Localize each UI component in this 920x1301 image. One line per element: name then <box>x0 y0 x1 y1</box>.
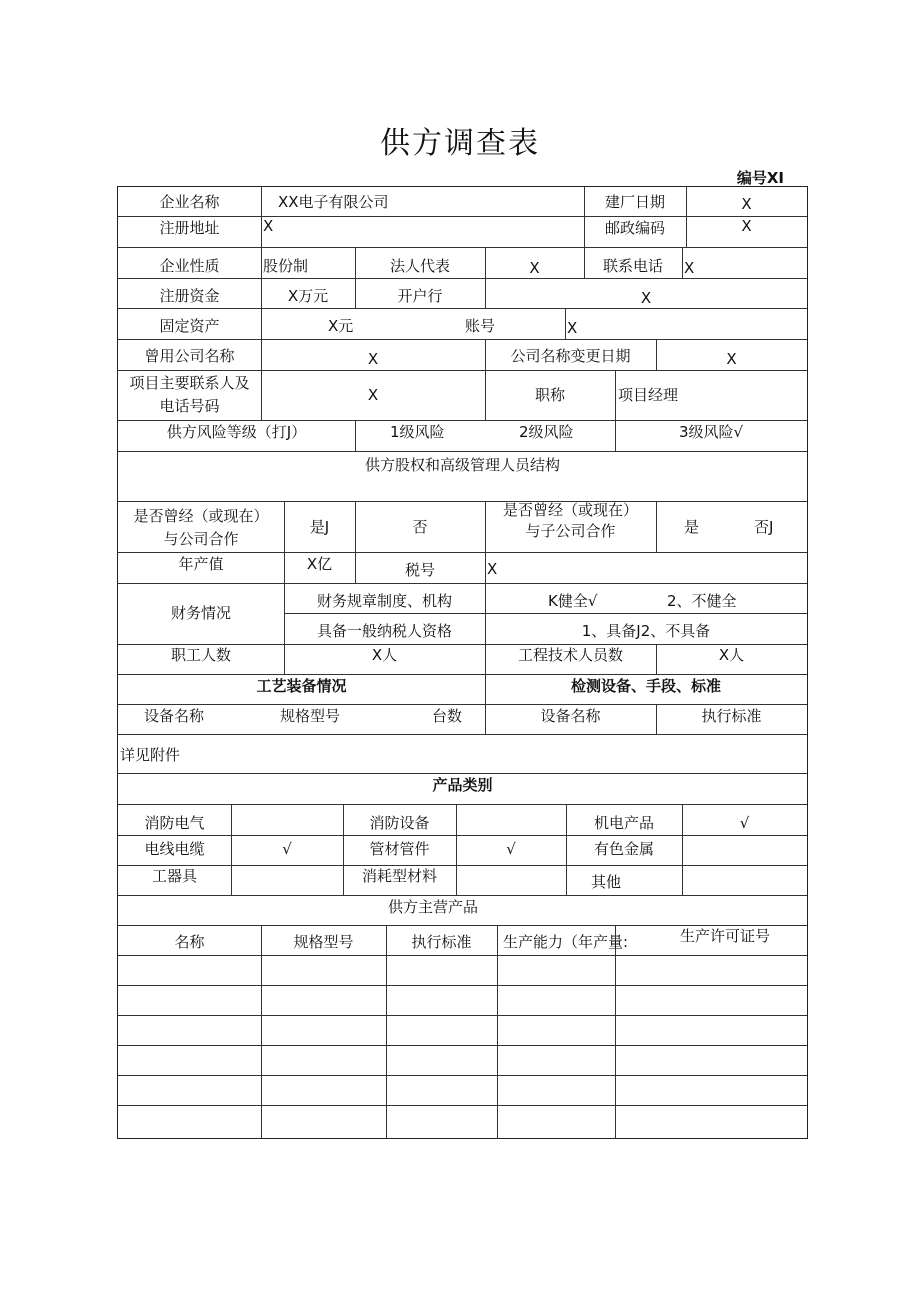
bank-label: 开户行 <box>397 287 443 305</box>
fixed-assets-label: 固定资产 <box>159 317 220 335</box>
finance-taxpayer-value: 1、具备J2、不具备 <box>581 622 711 640</box>
col-line <box>261 925 262 1139</box>
phone-label: 联系电话 <box>602 257 663 275</box>
engineers-value: X人 <box>718 646 745 664</box>
row-line <box>118 247 807 248</box>
col-line <box>497 925 498 1139</box>
col-line <box>261 308 262 339</box>
contact-value: X <box>367 386 379 404</box>
coop-subsidiary-yes: 是 <box>684 518 700 536</box>
coop-company-yes: 是J <box>309 518 330 536</box>
risk-level-2: 2级风险 <box>519 423 574 441</box>
former-name-label: 曾用公司名称 <box>144 347 235 365</box>
postcode-label: 邮政编码 <box>604 219 665 237</box>
col-line <box>656 501 657 552</box>
postcode-value: X <box>741 217 752 235</box>
category-electromechanical-check: √ <box>739 814 750 832</box>
col-line <box>261 247 262 278</box>
tax-value: X <box>487 560 498 578</box>
test-col-standard: 执行标准 <box>701 707 762 725</box>
coop-subsidiary-no: 否J <box>754 518 774 536</box>
finance-taxpayer-label: 具备一般纳税人资格 <box>316 622 452 640</box>
row-line <box>118 278 807 279</box>
staff-value: X人 <box>371 646 398 664</box>
col-line <box>485 552 486 583</box>
category-other: 其他 <box>590 873 621 891</box>
contact-label-line2: 电话号码 <box>159 397 220 415</box>
founded-label: 建厂日期 <box>604 193 665 211</box>
products-col-standard: 执行标准 <box>411 933 472 951</box>
staff-label: 职工人数 <box>170 646 231 664</box>
coop-subsidiary-question-line2: 与子公司合作 <box>525 522 616 540</box>
col-line <box>355 420 356 451</box>
engineers-label: 工程技术人员数 <box>517 646 623 664</box>
row-line <box>118 1015 807 1016</box>
risk-level-1: 1级风险 <box>390 423 445 441</box>
row-line <box>118 583 807 584</box>
survey-form <box>117 186 808 1139</box>
row-line <box>118 370 807 371</box>
category-wire-cable-check: √ <box>282 840 292 858</box>
name-change-value: X <box>726 350 737 368</box>
category-pipe-fittings-check: √ <box>506 840 516 858</box>
bank-value: X <box>640 289 652 307</box>
equipment-attachment-note: 详见附件 <box>120 746 181 764</box>
row-line <box>284 613 807 614</box>
coop-company-question-line1: 是否曾经（或现在） <box>133 507 269 525</box>
products-title: 供方主营产品 <box>388 898 479 916</box>
col-line <box>565 308 566 339</box>
products-col-model: 规格型号 <box>293 933 354 951</box>
document-code: 编号XI <box>736 169 784 187</box>
col-line <box>615 370 616 420</box>
row-line <box>118 1045 807 1046</box>
legal-rep-label: 法人代表 <box>389 257 450 275</box>
col-line <box>386 925 387 1139</box>
category-pipe-fittings: 管材管件 <box>369 840 430 858</box>
row-line <box>118 501 807 502</box>
address-label: 注册地址 <box>159 219 220 237</box>
account-label: 账号 <box>465 317 496 335</box>
output-value: X亿 <box>306 555 333 573</box>
finance-label: 财务情况 <box>170 604 231 622</box>
risk-label: 供方风险等级（打J） <box>166 423 307 441</box>
col-line <box>615 925 616 1139</box>
row-line <box>118 1075 807 1076</box>
equipment-col-qty: 台数 <box>432 707 463 725</box>
finance-rules-bad: 2、不健全 <box>667 592 737 610</box>
category-electromechanical: 机电产品 <box>593 814 654 832</box>
legal-rep-value: X <box>529 259 540 277</box>
tax-label: 税号 <box>404 561 435 579</box>
former-name-value: X <box>367 350 379 368</box>
category-fire-electrical: 消防电气 <box>144 814 205 832</box>
category-wire-cable: 电线电缆 <box>144 840 205 858</box>
account-value: X <box>567 319 578 337</box>
finance-rules-ok: K健全√ <box>548 592 598 610</box>
name-change-label: 公司名称变更日期 <box>510 347 631 365</box>
category-tools: 工器具 <box>151 867 197 885</box>
structure-label: 供方股权和高级管理人员结构 <box>364 456 560 474</box>
risk-level-3: 3级风险√ <box>678 423 744 441</box>
row-line <box>118 985 807 986</box>
contact-label-line1: 项目主要联系人及 <box>129 374 250 392</box>
test-equipment-title: 检测设备、手段、标准 <box>570 677 721 695</box>
document-title: 供方调查表 <box>380 126 540 161</box>
output-label: 年产值 <box>178 555 224 573</box>
phone-value: X <box>684 259 695 277</box>
fixed-assets-value: X元 <box>328 317 354 335</box>
nature-value: 股份制 <box>263 257 309 275</box>
address-value: X <box>263 217 274 235</box>
row-line <box>118 835 807 836</box>
coop-company-question-line2: 与公司合作 <box>163 530 239 548</box>
category-title: 产品类别 <box>432 776 493 794</box>
title-value: 项目经理 <box>618 386 679 404</box>
category-fire-equipment: 消防设备 <box>369 814 430 832</box>
capital-label: 注册资金 <box>159 287 220 305</box>
coop-company-no: 否 <box>412 518 428 536</box>
products-col-name: 名称 <box>174 933 205 951</box>
row-line <box>118 734 807 735</box>
coop-subsidiary-question-line1: 是否曾经（或现在） <box>502 501 638 519</box>
equipment-col-model: 规格型号 <box>280 707 341 725</box>
col-line <box>261 187 262 216</box>
products-col-capacity: 生产能力（年产量: <box>503 933 629 951</box>
title-label: 职称 <box>534 386 565 404</box>
col-line <box>261 216 262 247</box>
row-line <box>118 955 807 956</box>
category-nonferrous-metal: 有色金属 <box>593 840 654 858</box>
category-consumables: 消耗型材料 <box>361 867 437 885</box>
capital-value: X万元 <box>287 287 329 305</box>
process-equipment-title: 工艺装备情况 <box>256 677 347 695</box>
row-line <box>118 451 807 452</box>
nature-label: 企业性质 <box>159 257 220 275</box>
col-line <box>682 247 683 278</box>
company-name-value: XX电子有限公司 <box>278 193 389 211</box>
equipment-col-name: 设备名称 <box>144 707 205 725</box>
founded-value: X <box>741 195 752 213</box>
row-line <box>118 804 807 805</box>
company-name-label: 企业名称 <box>159 193 220 211</box>
test-col-name: 设备名称 <box>540 707 601 725</box>
finance-rules-label: 财务规章制度、机构 <box>316 592 452 610</box>
row-line <box>118 339 807 340</box>
row-line <box>118 1105 807 1106</box>
products-col-license: 生产许可证号 <box>680 927 771 945</box>
